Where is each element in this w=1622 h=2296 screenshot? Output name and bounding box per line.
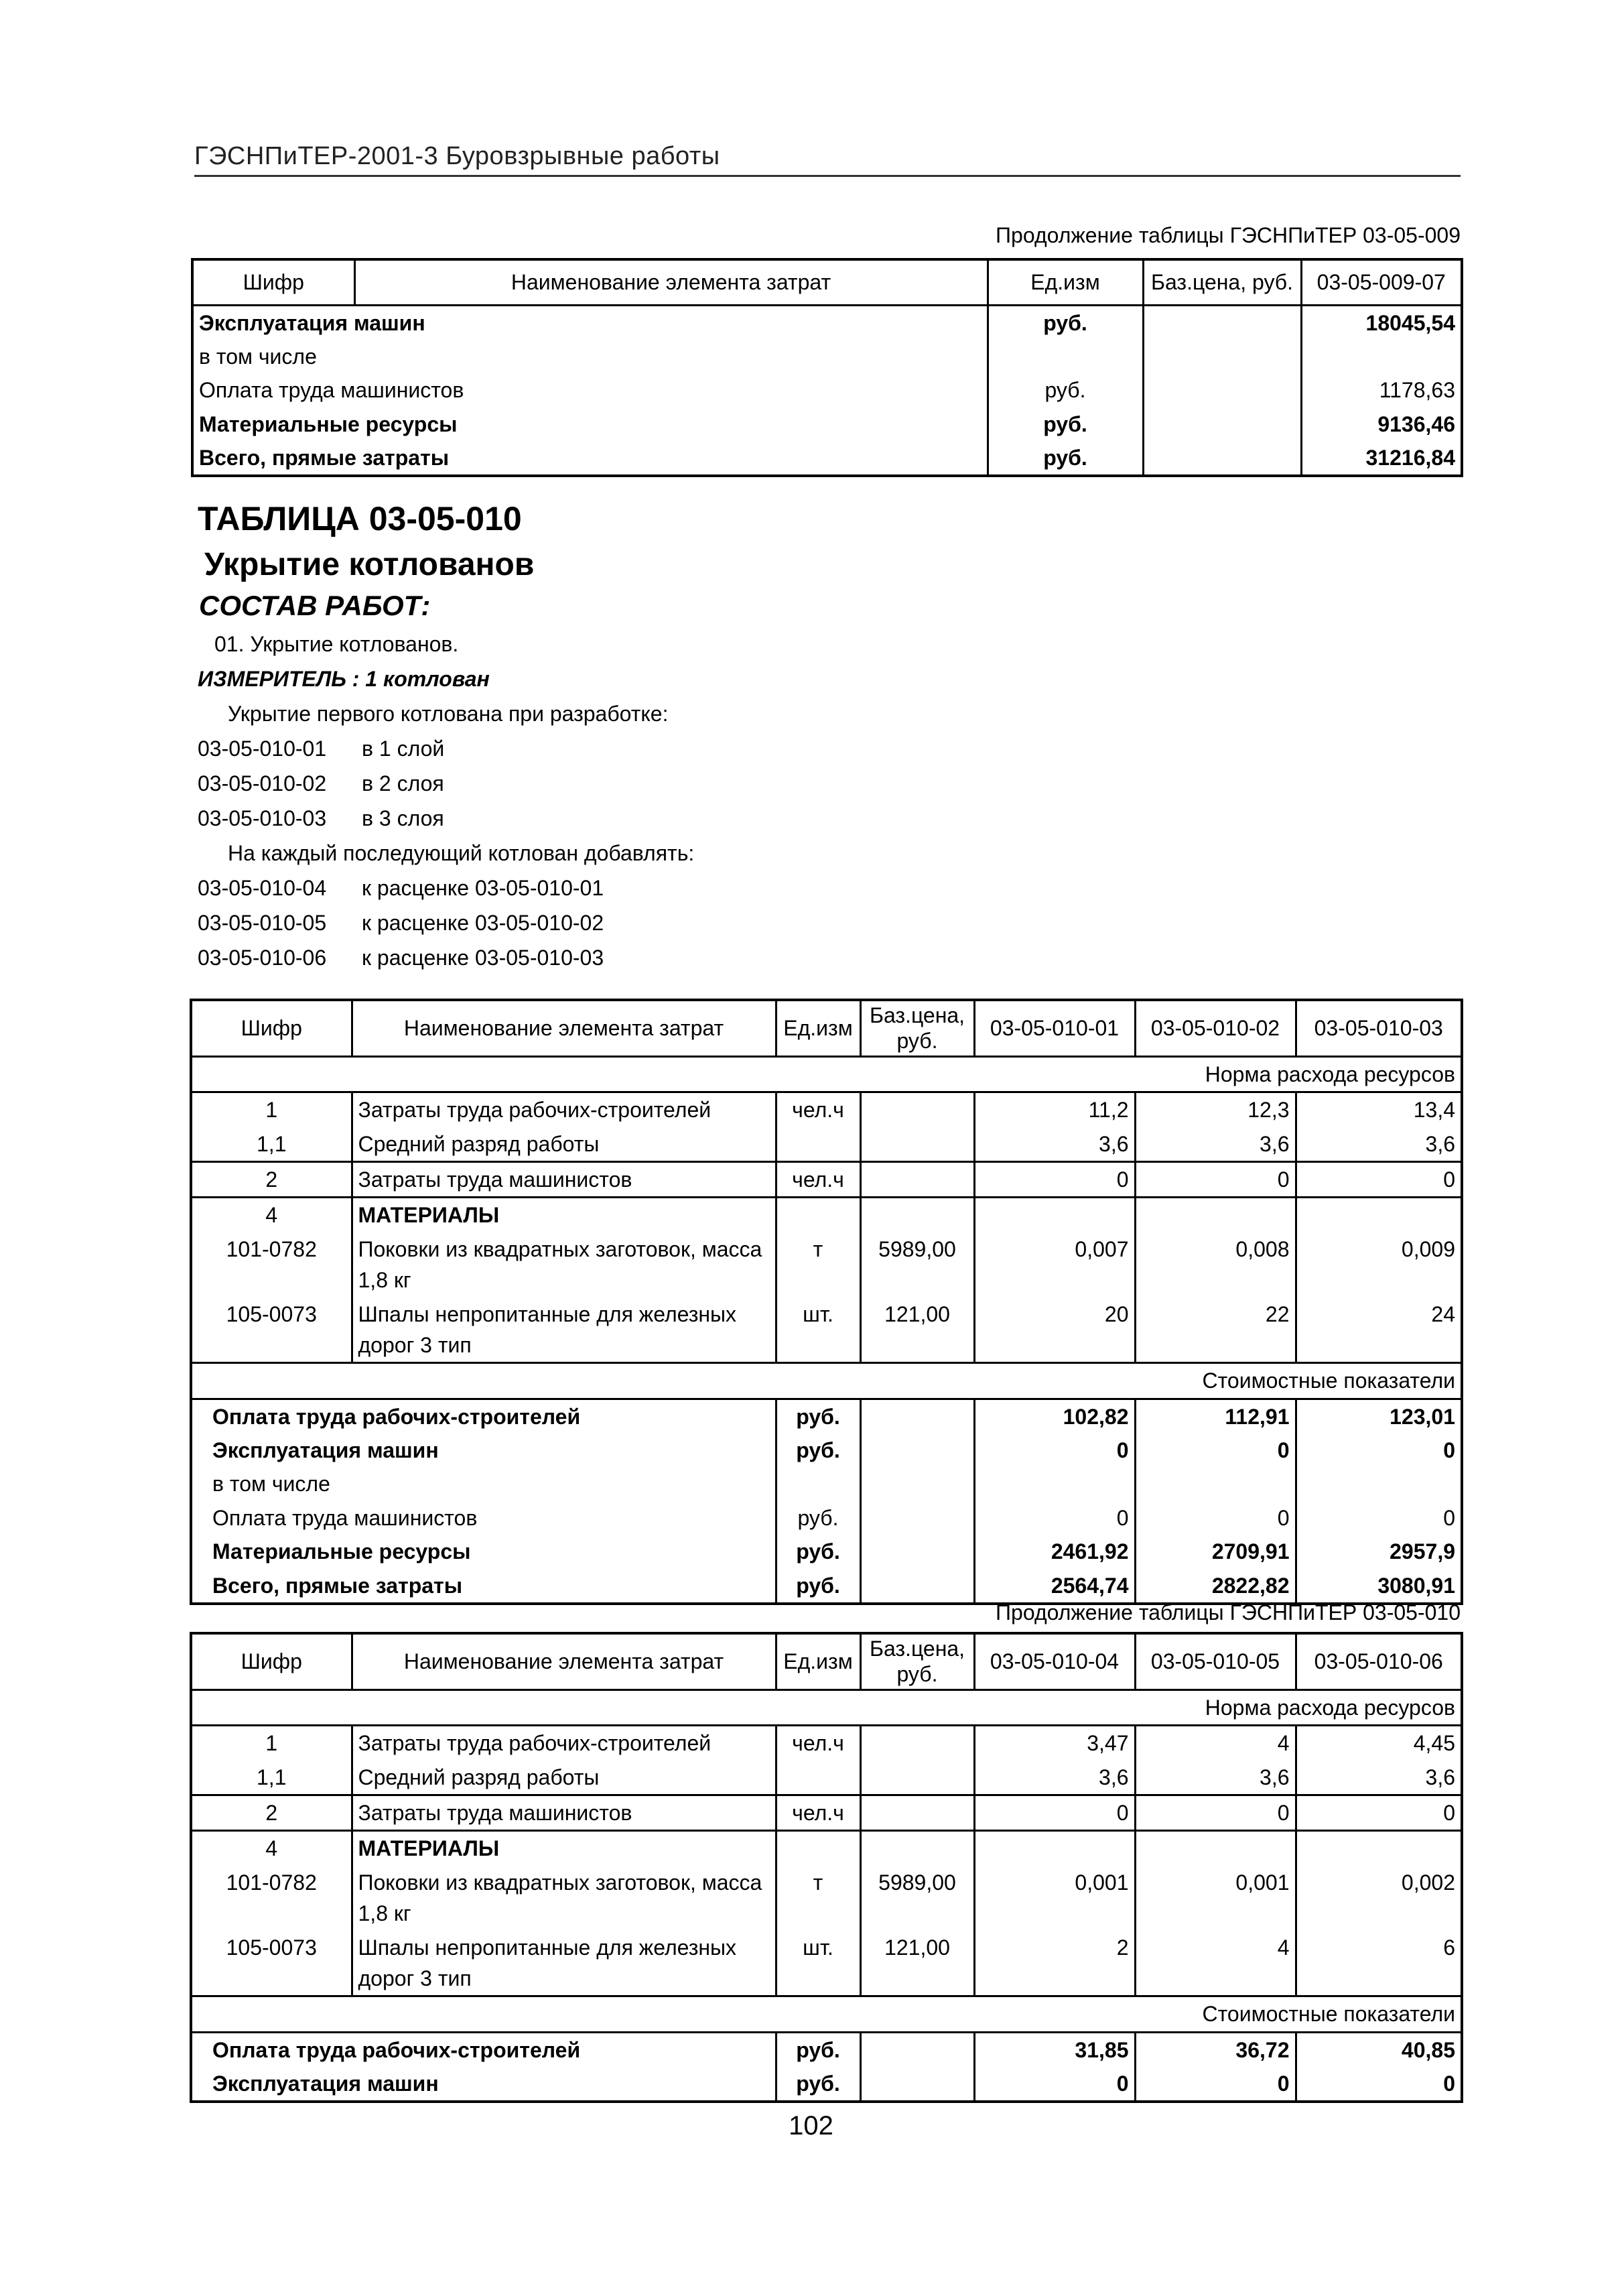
col-header-name: Наименование элемента затрат — [352, 1000, 776, 1056]
cost-name: Эксплуатация машин — [212, 2071, 439, 2096]
cost-item-name: Материальные ресурсы — [199, 411, 458, 436]
cost-item-unit: руб. — [988, 441, 1143, 476]
cost-value: 102,82 — [974, 1399, 1135, 1433]
col-header-name: Наименование элемента затрат — [352, 1633, 776, 1689]
cost-value: 2822,82 — [1135, 1569, 1296, 1604]
resource-price — [860, 1161, 974, 1197]
cost-value: 2564,74 — [974, 1569, 1135, 1604]
resource-unit: чел.ч — [776, 1161, 860, 1197]
resource-value: 6 — [1296, 1931, 1462, 1996]
resource-value: 0 — [1135, 1161, 1296, 1197]
cost-item-value: 1178,63 — [1379, 378, 1455, 403]
page-number: 102 — [789, 2111, 833, 2141]
resource-value: 3,6 — [1296, 1761, 1462, 1795]
top-cost-table — [191, 258, 1463, 477]
cost-item-value: 9136,46 — [1377, 411, 1455, 436]
resource-row — [191, 1161, 1462, 1197]
resource-row — [191, 1931, 1462, 1996]
rate-code-line — [198, 731, 694, 766]
resource-value: 22 — [1135, 1297, 1296, 1363]
rate-code-line — [198, 871, 694, 905]
resource-value: 4,45 — [1296, 1726, 1462, 1761]
table-row — [192, 340, 1462, 373]
resource-value: 0,001 — [974, 1866, 1135, 1931]
rate-code: 03-05-010-01 — [198, 737, 327, 761]
cost-section-row — [191, 1996, 1462, 2032]
cost-unit: руб. — [776, 1399, 860, 1433]
col-header-price: Баз.цена, руб. — [860, 1000, 974, 1056]
cost-price — [860, 2032, 974, 2067]
cost-value: 0 — [1135, 1501, 1296, 1535]
work-item: 01. Укрытие котлованов. — [214, 632, 459, 656]
cost-section-row — [191, 1363, 1462, 1399]
resource-code: 2 — [191, 1161, 352, 1197]
running-header: ГЭСНПиТЕР-2001-3 Буровзрывные работы — [194, 142, 1461, 177]
resource-unit — [776, 1831, 860, 1866]
resource-unit: т — [776, 1866, 860, 1931]
resource-code: 1,1 — [191, 1761, 352, 1795]
cost-price — [860, 1569, 974, 1604]
resource-value: 3,6 — [1296, 1127, 1462, 1162]
resource-name: Средний разряд работы — [352, 1127, 776, 1162]
rate-code: 03-05-010-02 — [198, 771, 327, 795]
cost-item-name: Всего, прямые затраты — [199, 446, 450, 470]
table-subtitle: Укрытие котлованов — [204, 547, 535, 582]
col-header-price: Баз.цена, руб. — [860, 1633, 974, 1689]
col-header-unit: Ед.изм — [776, 1633, 860, 1689]
norm-section-row — [191, 1689, 1462, 1725]
cost-unit: руб. — [776, 1535, 860, 1568]
resource-value: 11,2 — [974, 1092, 1135, 1127]
cost-value: 2957,9 — [1296, 1535, 1462, 1568]
resource-code: 4 — [191, 1198, 352, 1232]
rate-code: 03-05-010-05 — [198, 911, 327, 935]
norm-section-row — [191, 1056, 1462, 1092]
resource-table-1 — [190, 999, 1463, 1605]
resource-price — [860, 1127, 974, 1162]
cost-unit: руб. — [776, 1501, 860, 1535]
resource-price — [860, 1795, 974, 1830]
col-header-rate-3: 03-05-010-03 — [1296, 1000, 1462, 1056]
resource-table-2 — [190, 1632, 1463, 2103]
resource-value — [1135, 1198, 1296, 1232]
col-header-price: Баз.цена, руб. — [1143, 259, 1301, 305]
cost-value: 31,85 — [974, 2032, 1135, 2067]
resource-name: Затраты труда рабочих-строителей — [352, 1092, 776, 1127]
cost-row — [191, 1535, 1462, 1568]
cost-item-value: 31216,84 — [1365, 446, 1455, 470]
resource-code: 1 — [191, 1726, 352, 1761]
rate-code: 03-05-010-03 — [198, 806, 327, 830]
cost-item-price — [1143, 305, 1301, 340]
resource-unit: чел.ч — [776, 1726, 860, 1761]
resource-value: 13,4 — [1296, 1092, 1462, 1127]
cost-unit — [776, 1467, 860, 1501]
resource-price — [860, 1726, 974, 1761]
resource-name: Поковки из квадратных заготовок, масса 1,8 кг — [352, 1866, 776, 1931]
cost-row — [191, 2067, 1462, 2102]
resource-name: Затраты труда рабочих-строителей — [352, 1726, 776, 1761]
cost-value: 40,85 — [1296, 2032, 1462, 2067]
cost-row — [191, 1467, 1462, 1501]
cost-row — [191, 1399, 1462, 1433]
cost-item-name: Эксплуатация машин — [192, 305, 988, 340]
resource-value: 0,008 — [1135, 1232, 1296, 1297]
cost-value: 36,72 — [1135, 2032, 1296, 2067]
resource-value: 2 — [974, 1931, 1135, 1996]
resource-name: Затраты труда машинистов — [352, 1161, 776, 1197]
resource-value: 3,6 — [974, 1127, 1135, 1162]
resource-price: 121,00 — [860, 1297, 974, 1363]
resource-value — [1135, 1831, 1296, 1866]
cost-name: Всего, прямые затраты — [212, 1573, 463, 1598]
resource-value — [1296, 1831, 1462, 1866]
cost-name: Материальные ресурсы — [212, 1539, 471, 1564]
cost-item-price — [1143, 340, 1301, 373]
resource-value: 20 — [974, 1297, 1135, 1363]
cost-row — [191, 1501, 1462, 1535]
col-header-rate-1: 03-05-010-01 — [974, 1000, 1135, 1056]
cost-item-unit: руб. — [988, 305, 1143, 340]
col-header-unit: Ед.изм — [988, 259, 1143, 305]
cost-price — [860, 1467, 974, 1501]
resource-value: 0 — [1296, 1161, 1462, 1197]
resource-value: 4 — [1135, 1931, 1296, 1996]
resource-value: 0 — [1135, 1795, 1296, 1830]
resource-unit: шт. — [776, 1297, 860, 1363]
resource-price — [860, 1198, 974, 1232]
cost-item-unit: руб. — [988, 373, 1143, 407]
resource-price: 5989,00 — [860, 1866, 974, 1931]
work-description — [198, 627, 694, 975]
resource-row — [191, 1198, 1462, 1232]
resource-unit: т — [776, 1232, 860, 1297]
cost-item-price — [1143, 373, 1301, 407]
rate-code-desc: в 2 слоя — [362, 771, 444, 795]
cost-price — [860, 1535, 974, 1568]
resource-value — [974, 1198, 1135, 1232]
rate-code-line — [198, 905, 694, 940]
resource-value: 4 — [1135, 1726, 1296, 1761]
cost-name: Оплата труда машинистов — [212, 1505, 478, 1530]
resource-name: МАТЕРИАЛЫ — [352, 1831, 776, 1866]
resource-value: 0 — [1296, 1795, 1462, 1830]
resource-value: 0 — [974, 1795, 1135, 1830]
resource-price: 5989,00 — [860, 1232, 974, 1297]
cost-value: 0 — [1135, 2067, 1296, 2102]
cost-price — [860, 2067, 974, 2102]
resource-code: 1,1 — [191, 1127, 352, 1162]
resource-name: Средний разряд работы — [352, 1761, 776, 1795]
table-row — [192, 305, 1462, 340]
cost-item-name: в том числе — [199, 344, 317, 369]
col-header-rate-6: 03-05-010-06 — [1296, 1633, 1462, 1689]
resource-value: 0,001 — [1135, 1866, 1296, 1931]
rate-code-desc: к расценке 03-05-010-02 — [362, 911, 604, 935]
col-header-rate: 03-05-009-07 — [1301, 259, 1462, 305]
rate-code-desc: к расценке 03-05-010-03 — [362, 946, 604, 970]
resource-value: 12,3 — [1135, 1092, 1296, 1127]
resource-unit — [776, 1761, 860, 1795]
resource-value: 0,009 — [1296, 1232, 1462, 1297]
table-row — [192, 407, 1462, 441]
resource-unit — [776, 1198, 860, 1232]
norm-section-label: Норма расхода ресурсов — [191, 1056, 1462, 1092]
resource-row — [191, 1232, 1462, 1297]
cost-section-label: Стоимостные показатели — [191, 1996, 1462, 2032]
resource-value: 0 — [974, 1161, 1135, 1197]
resource-code: 101-0782 — [191, 1232, 352, 1297]
cost-item-name: Оплата труда машинистов — [199, 378, 464, 403]
resource-unit: чел.ч — [776, 1795, 860, 1830]
resource-code: 1 — [191, 1092, 352, 1127]
col-header-code: Шифр — [191, 1000, 352, 1056]
measure-label: ИЗМЕРИТЕЛЬ : 1 котлован — [198, 667, 490, 691]
resource-unit: чел.ч — [776, 1092, 860, 1127]
rate-code-line — [198, 801, 694, 836]
cost-price — [860, 1501, 974, 1535]
resource-name: Шпалы непропитанные для железных дорог 3 тип — [352, 1297, 776, 1363]
resource-name: Затраты труда машинистов — [352, 1795, 776, 1830]
resource-code: 101-0782 — [191, 1866, 352, 1931]
cost-row — [191, 1569, 1462, 1604]
resource-value: 3,6 — [1135, 1761, 1296, 1795]
cost-value: 112,91 — [1135, 1399, 1296, 1433]
cost-name: в том числе — [212, 1472, 330, 1496]
cost-value: 0 — [1296, 1501, 1462, 1535]
resource-value: 24 — [1296, 1297, 1462, 1363]
rate-code: 03-05-010-06 — [198, 946, 327, 970]
resource-price: 121,00 — [860, 1931, 974, 1996]
cost-value: 0 — [1296, 2067, 1462, 2102]
resource-row — [191, 1761, 1462, 1795]
col-header-code: Шифр — [192, 259, 354, 305]
cost-unit: руб. — [776, 1569, 860, 1604]
norm-section-label: Норма расхода ресурсов — [191, 1689, 1462, 1725]
cost-row — [191, 2032, 1462, 2067]
resource-row — [191, 1297, 1462, 1363]
resource-value: 0,002 — [1296, 1866, 1462, 1931]
resource-name: Поковки из квадратных заготовок, масса 1,8 кг — [352, 1232, 776, 1297]
cost-value: 0 — [1135, 1433, 1296, 1467]
cost-unit: руб. — [776, 2067, 860, 2102]
cost-value — [1296, 1467, 1462, 1501]
cost-unit: руб. — [776, 1433, 860, 1467]
resource-value: 0,007 — [974, 1232, 1135, 1297]
resource-unit — [776, 1127, 860, 1162]
resource-price — [860, 1092, 974, 1127]
col-header-name: Наименование элемента затрат — [354, 259, 988, 305]
cost-name: Эксплуатация машин — [212, 1438, 439, 1463]
cost-price — [860, 1399, 974, 1433]
resource-value — [1296, 1198, 1462, 1232]
resource-value: 3,47 — [974, 1726, 1135, 1761]
cost-item-price — [1143, 407, 1301, 441]
resource-value — [974, 1831, 1135, 1866]
col-header-code: Шифр — [191, 1633, 352, 1689]
cost-item-value: 18045,54 — [1365, 310, 1455, 335]
cost-value: 123,01 — [1296, 1399, 1462, 1433]
rate-code-line — [198, 940, 694, 975]
resource-unit: шт. — [776, 1931, 860, 1996]
cost-unit: руб. — [776, 2032, 860, 2067]
col-header-rate-5: 03-05-010-05 — [1135, 1633, 1296, 1689]
table-title: ТАБЛИЦА 03-05-010 — [198, 500, 522, 537]
cost-row — [191, 1433, 1462, 1467]
col-header-rate-2: 03-05-010-02 — [1135, 1000, 1296, 1056]
resource-row — [191, 1831, 1462, 1866]
resource-code: 4 — [191, 1831, 352, 1866]
resource-name: Шпалы непропитанные для железных дорог 3 тип — [352, 1931, 776, 1996]
cost-item-unit: руб. — [988, 407, 1143, 441]
col-header-unit: Ед.изм — [776, 1000, 860, 1056]
resource-row — [191, 1092, 1462, 1127]
cost-value: 0 — [1296, 1433, 1462, 1467]
cost-value — [974, 1467, 1135, 1501]
cost-value — [1135, 1467, 1296, 1501]
rate-code-desc: к расценке 03-05-010-01 — [362, 876, 604, 900]
resource-row — [191, 1866, 1462, 1931]
resource-row — [191, 1726, 1462, 1761]
cost-price — [860, 1433, 974, 1467]
resource-value: 3,6 — [974, 1761, 1135, 1795]
resource-value: 3,6 — [1135, 1127, 1296, 1162]
cost-value: 3080,91 — [1296, 1569, 1462, 1604]
cost-item-unit — [988, 340, 1143, 373]
sostav-label: СОСТАВ РАБОТ: — [199, 590, 431, 621]
table-row — [192, 441, 1462, 476]
cost-value: 2461,92 — [974, 1535, 1135, 1568]
intro-first: Укрытие первого котлована при разработке: — [228, 702, 669, 726]
resource-price — [860, 1761, 974, 1795]
cost-value: 0 — [974, 1501, 1135, 1535]
resource-row — [191, 1127, 1462, 1162]
cost-value: 0 — [974, 1433, 1135, 1467]
resource-row — [191, 1795, 1462, 1830]
cost-value: 0 — [974, 2067, 1135, 2102]
resource-name: МАТЕРИАЛЫ — [352, 1198, 776, 1232]
rate-code: 03-05-010-04 — [198, 876, 327, 900]
rate-code-desc: в 1 слой — [362, 737, 445, 761]
col-header-rate-4: 03-05-010-04 — [974, 1633, 1135, 1689]
resource-price — [860, 1831, 974, 1866]
resource-code: 2 — [191, 1795, 352, 1830]
rate-code-line — [198, 766, 694, 801]
cost-item-price — [1143, 441, 1301, 476]
cost-name: Оплата труда рабочих-строителей — [191, 2032, 776, 2067]
top-table-caption: Продолжение таблицы ГЭСНПиТЕР 03-05-009 — [996, 223, 1461, 247]
table-row — [192, 373, 1462, 407]
cost-section-label: Стоимостные показатели — [191, 1363, 1462, 1399]
cost-name: Оплата труда рабочих-строителей — [191, 1399, 776, 1433]
intro-next: На каждый последующий котлован добавлять: — [228, 841, 695, 865]
cost-item-value — [1301, 340, 1462, 373]
table2-caption: Продолжение таблицы ГЭСНПиТЕР 03-05-010 — [996, 1600, 1461, 1624]
cost-value: 2709,91 — [1135, 1535, 1296, 1568]
resource-code: 105-0073 — [191, 1931, 352, 1996]
rate-code-desc: в 3 слоя — [362, 806, 444, 830]
resource-code: 105-0073 — [191, 1297, 352, 1363]
